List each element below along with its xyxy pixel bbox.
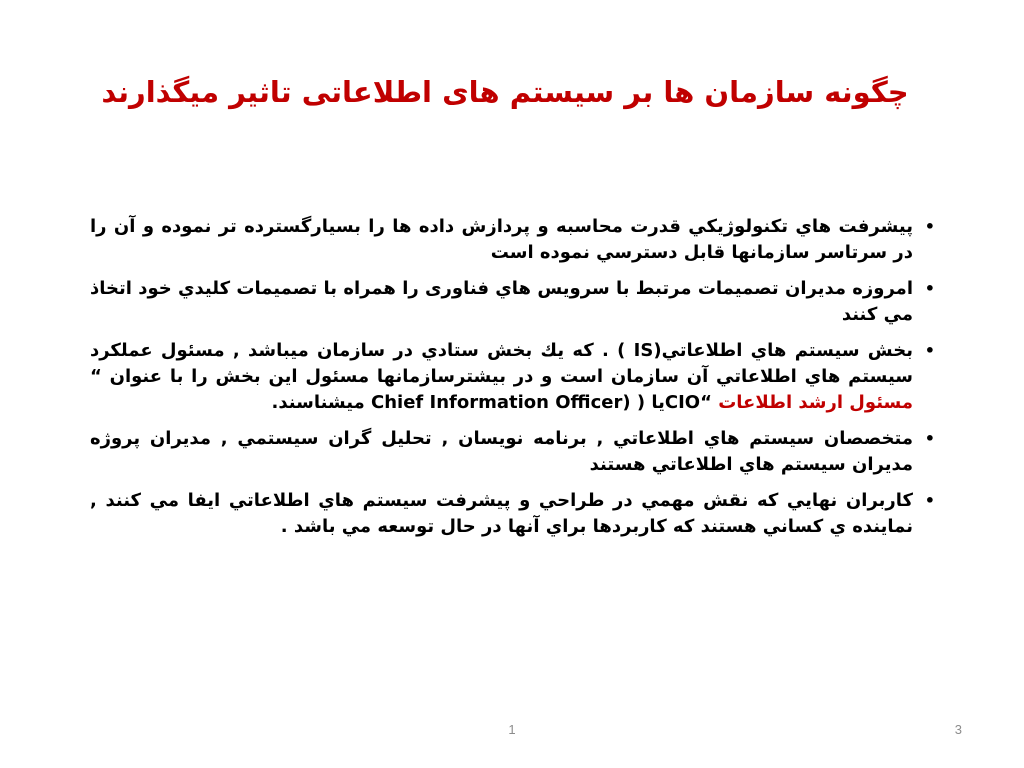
bullet-text-part3: ميشناسند. bbox=[271, 392, 371, 413]
page-number: 3 bbox=[954, 722, 962, 737]
bullet-item bbox=[90, 214, 935, 266]
bullet-item bbox=[90, 426, 935, 478]
bullet-list bbox=[90, 214, 935, 550]
bullet-marker: • bbox=[924, 429, 935, 448]
bullet-marker: • bbox=[924, 217, 935, 236]
bullet-item bbox=[90, 276, 935, 328]
bullet-text-part1: بخش سيستم هاي اطلاعاتي(IS ) . كه يك بخش ستادي در سازمان ميباشد , مسئول عملكرد سيستم هاي اطلاعاتي آن سازمان است و در بيشترسازمانها مسئول اين بخش را با عنوان “ bbox=[90, 340, 913, 387]
bullet-text: امروزه مديران تصميمات مرتبط با سرويس هاي فناوری را همراه با تصميمات كليدي خود اتخاذ مي كنند bbox=[90, 278, 913, 325]
bullet-marker: • bbox=[924, 491, 935, 510]
bullet-item bbox=[90, 338, 935, 416]
bullet-text-part2: “CIOيا ( bbox=[630, 392, 719, 413]
bullet-marker: • bbox=[924, 341, 935, 360]
slide-title: چگونه سازمان ها بر سیستم های اطلاعاتی تاثیر میگذارند bbox=[101, 75, 909, 109]
bullet-marker: • bbox=[924, 279, 935, 298]
footer-center-number: 1 bbox=[508, 722, 516, 737]
bullet-text: متخصصان سيستم هاي اطلاعاتي , برنامه نويسان , تحليل گران سيستمي , مديران پروژه مديران سيستم هاي اطلاعاتي هستند bbox=[90, 428, 913, 475]
bullet-text: پيشرفت هاي تكنولوژيكي قدرت محاسبه و پردازش داده ها را بسيارگسترده تر نموده و آن را در سرتاسر سازمانها قابل دسترسي نموده است bbox=[90, 216, 913, 263]
cio-persian-term: مسئول ارشد اطلاعات bbox=[718, 392, 913, 413]
bullet-text: كاربران نهايي كه نقش مهمي در طراحي و پيشرفت سيستم هاي اطلاعاتي ايفا مي كنند , نماينده ي كساني هستند كه كاربردها براي آنها در حال توسعه مي باشد . bbox=[90, 490, 913, 537]
cio-english-term: Chief Information Officer) bbox=[371, 392, 631, 413]
bullet-item bbox=[90, 488, 935, 540]
